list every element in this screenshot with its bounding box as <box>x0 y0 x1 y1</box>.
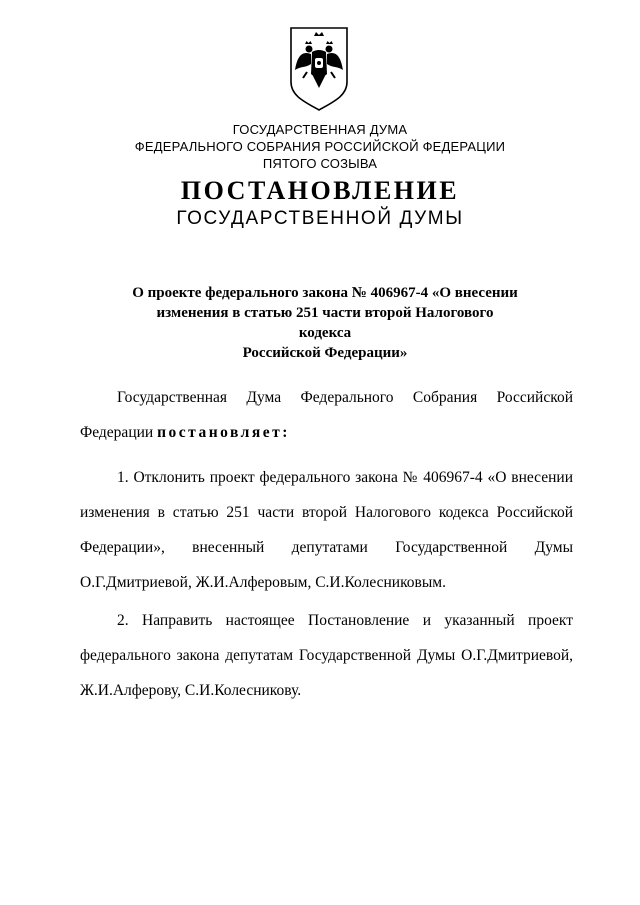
header-line-1: ГОСУДАРСТВЕННАЯ ДУМА <box>232 122 408 137</box>
header-line-3: ПЯТОГО СОЗЫВА <box>262 156 378 171</box>
preamble-start: Федерации <box>80 424 158 441</box>
item-2-line-2: федерального закона депутатам Государственной Думы О.Г.Дмитриевой, <box>80 647 573 664</box>
subject-line-2: изменения в статью 251 части второй Налогового кодекса <box>156 305 494 341</box>
coat-of-arms-emblem <box>287 24 351 112</box>
item-1-line-1: 1. Отклонить проект федерального закона № 406967-4 «О внесении <box>117 469 573 486</box>
item-1-line-2: изменения в статью 251 части второй Налогового кодекса Российской <box>80 504 573 521</box>
preamble-paragraph <box>80 380 573 450</box>
subject-line-1: О проекте федерального закона № 406967-4 «О внесении <box>132 285 518 301</box>
header-line-2: ФЕДЕРАЛЬНОГО СОБРАНИЯ РОССИЙСКОЙ ФЕДЕРАЦИИ <box>134 139 506 154</box>
decree-word: постановляет: <box>157 424 290 441</box>
item-1-paragraph <box>80 460 573 600</box>
subject-line-3: Российской Федерации» <box>242 345 408 361</box>
document-subject <box>130 283 520 363</box>
item-2-line-1: 2. Направить настоящее Постановление и указанный проект <box>117 612 573 629</box>
item-2-paragraph <box>80 603 573 708</box>
item-2-line-3: Ж.И.Алферову, С.И.Колесникову. <box>80 682 302 699</box>
document-subtitle: ГОСУДАРСТВЕННОЙ ДУМЫ <box>176 208 464 229</box>
item-1-line-3: Федерации», внесенный депутатами Государственной Думы <box>80 539 573 556</box>
preamble-line-1: Государственная Дума Федерального Собрания Российской <box>117 389 573 406</box>
item-1-line-4: О.Г.Дмитриевой, Ж.И.Алферовым, С.И.Колесниковым. <box>80 574 446 591</box>
preamble-line-2 <box>80 415 573 450</box>
document-title: ПОСТАНОВЛЕНИЕ <box>180 176 460 205</box>
